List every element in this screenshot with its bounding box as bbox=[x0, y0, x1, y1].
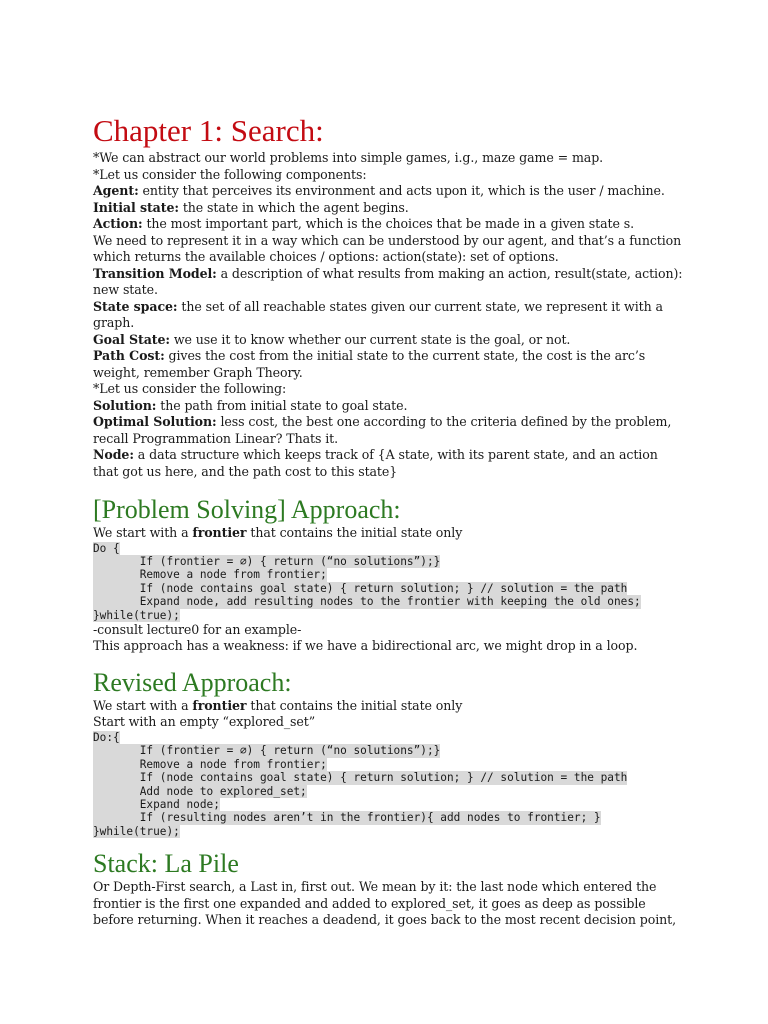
term-text: we use it to know whether our current state is the goal, or not. bbox=[169, 331, 571, 347]
term-label: Solution: bbox=[93, 397, 157, 413]
code-line-text: If (frontier = ∅) { return (“no solutions”);} bbox=[93, 554, 441, 568]
term-text: *Let us consider the following components: bbox=[93, 166, 367, 182]
section-problem-solving-lead: We start with a frontier that contains the initial state only bbox=[93, 525, 463, 540]
code-line-text: }while(true); bbox=[93, 824, 180, 838]
code-line-text: Remove a node from frontier; bbox=[93, 568, 327, 582]
code-line-text: Do { bbox=[93, 541, 120, 555]
intro-paragraph bbox=[93, 266, 683, 299]
term-text: entity that perceives its environment and acts upon it, which is the user / machine. bbox=[138, 183, 665, 198]
intro-paragraph bbox=[93, 183, 683, 200]
code-block-problem-solving bbox=[93, 542, 683, 622]
section-revised-title: Revised Approach: bbox=[93, 667, 292, 697]
code-line bbox=[93, 568, 683, 581]
code-line bbox=[93, 582, 683, 595]
code-line bbox=[93, 825, 683, 838]
intro-paragraph bbox=[93, 299, 683, 332]
term-text: less cost, the best one according to the criteria defined by the problem, recall Programmation Linear? Thats it. bbox=[93, 414, 672, 446]
intro-paragraph bbox=[93, 348, 683, 381]
code-block-revised bbox=[93, 731, 683, 838]
intro-paragraph bbox=[93, 200, 683, 217]
term-label: Initial state: bbox=[93, 199, 179, 215]
intro-paragraph bbox=[93, 150, 683, 167]
code-line bbox=[93, 609, 683, 622]
section-problem-solving-note: -consult lecture0 for an example- bbox=[93, 621, 302, 637]
section-problem-solving-weakness: This approach has a weakness: if we have a bidirectional arc, we might drop in a loop. bbox=[93, 638, 638, 654]
term-label: Transition Model: bbox=[93, 265, 217, 281]
term-text: the set of all reachable states given our current state, we represent it with a graph. bbox=[93, 298, 663, 330]
code-line-text: If (node contains goal state) { return solution; } // solution = the path bbox=[93, 581, 628, 595]
code-line-text: Remove a node from frontier; bbox=[93, 757, 327, 771]
code-line bbox=[93, 731, 683, 744]
intro-paragraph bbox=[93, 167, 683, 184]
term-label: Goal State: bbox=[93, 331, 170, 347]
code-line bbox=[93, 758, 683, 771]
intro-paragraph bbox=[93, 216, 683, 233]
code-line-text: If (frontier = ∅) { return (“no solutions”);} bbox=[93, 744, 441, 758]
term-label: State space: bbox=[93, 298, 178, 314]
term-text: the state in which the agent begins. bbox=[178, 199, 409, 215]
code-line bbox=[93, 595, 683, 608]
section-stack-body: Or Depth-First search, a Last in, first out. We mean by it: the last node which entered the frontier is the first one expanded and added to explored_set, it goes as deep as possible before returning. When it reaches a deadend, it goes back to the most recent decision point, bbox=[93, 879, 677, 928]
term-label: Node: bbox=[93, 447, 134, 462]
code-line bbox=[93, 798, 683, 811]
intro-paragraph bbox=[93, 332, 683, 349]
code-line-text: If (resulting nodes aren’t in the frontier){ add nodes to frontier; } bbox=[93, 811, 601, 825]
document-content bbox=[93, 112, 683, 929]
intro-paragraph bbox=[93, 381, 683, 398]
code-line bbox=[93, 785, 683, 798]
code-line-text: Expand node, add resulting nodes to the frontier with keeping the old ones; bbox=[93, 595, 641, 609]
section-problem-solving-title: [Problem Solving] Approach: bbox=[93, 495, 401, 524]
intro-block bbox=[93, 150, 683, 480]
term-text: a description of what results from making an action, result(state, action): new state. bbox=[93, 265, 683, 297]
code-line-text: Do:{ bbox=[93, 730, 120, 744]
term-text: a data structure which keeps track of {A state, with its parent state, and an action that got us here, and the path cost to this state} bbox=[93, 447, 658, 479]
term-text: gives the cost from the initial state to the current state, the cost is the arc’s weight, remember Graph Theory. bbox=[93, 348, 646, 380]
code-line bbox=[93, 771, 683, 784]
term-text: *Let us consider the following: bbox=[93, 381, 287, 396]
term-label: Action: bbox=[93, 216, 143, 231]
code-line bbox=[93, 744, 683, 757]
term-text: *We can abstract our world problems into simple games, i.g., maze game = map. bbox=[93, 150, 604, 165]
term-label: Agent: bbox=[93, 183, 139, 198]
section-stack-title: Stack: La Pile bbox=[93, 849, 239, 879]
intro-paragraph bbox=[93, 414, 683, 447]
section-revised-lead2: Start with an empty “explored_set” bbox=[93, 714, 316, 730]
code-line-text: }while(true); bbox=[93, 608, 180, 622]
term-label: Optimal Solution: bbox=[93, 414, 217, 429]
code-line-text: Add node to explored_set; bbox=[93, 784, 307, 798]
chapter-title: Chapter 1: Search: bbox=[93, 113, 324, 148]
term-text: the most important part, which is the choices that be made in a given state s. bbox=[142, 216, 634, 231]
term-text: the path from initial state to goal state. bbox=[156, 397, 408, 413]
term-text: We need to represent it in a way which can be understood by our agent, and that’s a function which returns the available choices / options: action(state): set of options. bbox=[93, 232, 682, 264]
code-line-text: Expand node; bbox=[93, 797, 220, 811]
term-label: Path Cost: bbox=[93, 348, 165, 363]
intro-paragraph bbox=[93, 398, 683, 415]
section-revised-lead: We start with a frontier that contains the initial state only bbox=[93, 697, 463, 713]
code-line-text: If (node contains goal state) { return solution; } // solution = the path bbox=[93, 771, 628, 785]
intro-paragraph bbox=[93, 233, 683, 266]
code-line bbox=[93, 542, 683, 555]
code-line bbox=[93, 555, 683, 568]
intro-paragraph bbox=[93, 447, 683, 480]
code-line bbox=[93, 811, 683, 824]
